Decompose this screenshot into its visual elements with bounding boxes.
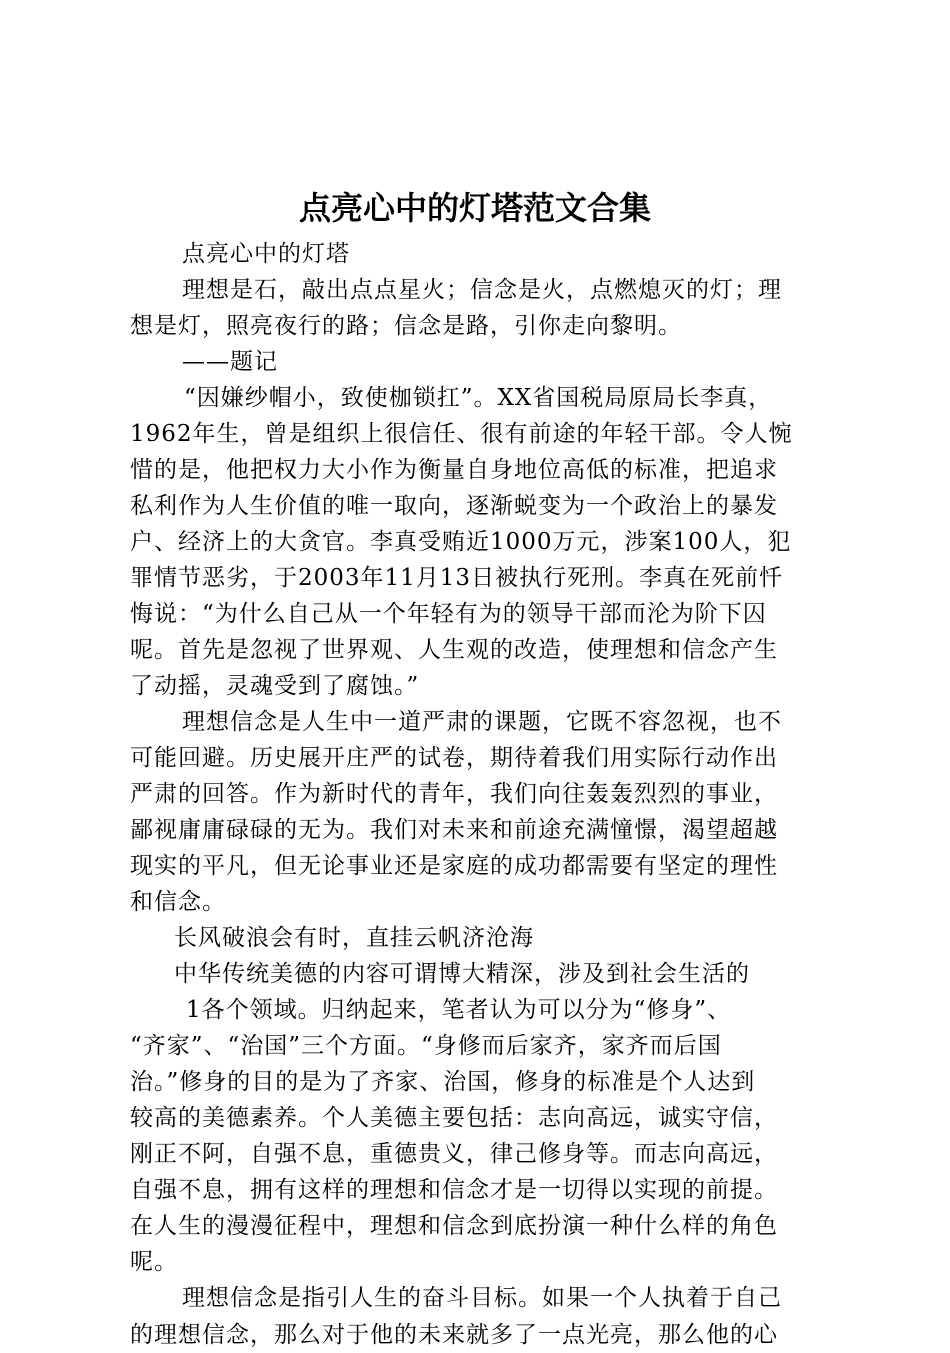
text-line: 现实的平凡，但无论事业还是家庭的成功都需要有坚定的理性 — [130, 853, 778, 879]
text-line: 呢。 — [130, 1249, 178, 1275]
text-line: 想是灯，照亮夜行的路；信念是路，引你走向黎明。 — [130, 313, 682, 339]
text-line: 了动摇，灵魂受到了腐蚀。” — [130, 673, 420, 699]
text-line: 可能回避。历史展开庄严的试卷，期待着我们用实际行动作出 — [130, 745, 778, 771]
text-line: 罪情节恶劣，于2003年11月13日被执行死刑。李真在死前忏 — [130, 565, 784, 591]
text-line: 理想信念是指引人生的奋斗目标。如果一个人执着于自己 — [182, 1285, 782, 1311]
text-line: 严肃的回答。作为新时代的青年，我们向往轰轰烈烈的事业， — [130, 781, 778, 807]
document-body — [130, 236, 832, 1353]
text-line: 的理想信念，那么对于他的未来就多了一点光亮，那么他的心 — [130, 1322, 778, 1348]
text-line: “因嫌纱帽小，致使枷锁扛”。XX省国税局原局长李真， — [184, 385, 773, 411]
text-line: 较高的美德素养。个人美德主要包括：志向高远，诚实守信， — [130, 1105, 778, 1131]
text-line: 1962年生，曾是组织上很信任、很有前途的年轻干部。令人惋 — [130, 421, 793, 447]
text-line: 治。”修身的目的是为了齐家、治国，修身的标准是个人达到 — [130, 1069, 756, 1095]
text-line: 和信念。 — [130, 889, 226, 915]
text-line: 自强不息，拥有这样的理想和信念才是一切得以实现的前提。 — [130, 1177, 778, 1203]
text-line: 鄙视庸庸碌碌的无为。我们对未来和前途充满憧憬，渴望超越 — [130, 817, 778, 843]
document-title: 点亮心中的灯塔范文合集 — [298, 189, 651, 227]
text-line: 刚正不阿，自强不息，重德贵义，律己修身等。而志向高远， — [130, 1141, 778, 1167]
text-line: 呢。首先是忽视了世界观、人生观的改造，使理想和信念产生 — [130, 637, 778, 663]
text-line: 1各个领域。归纳起来，笔者认为可以分为“修身”、 — [186, 997, 732, 1023]
text-line: 中华传统美德的内容可谓博大精深，涉及到社会生活的 — [174, 961, 750, 987]
subtitle-line: 点亮心中的灯塔 — [182, 241, 350, 267]
text-line: 理想信念是人生中一道严肃的课题，它既不容忽视，也不 — [182, 709, 782, 735]
text-line: 悔说：“为什么自己从一个年轻有为的领导干部而沦为阶下囚 — [130, 601, 767, 627]
text-line: 私利作为人生价值的唯一取向，逐渐蜕变为一个政治上的暴发 — [130, 493, 778, 519]
text-line: 惜的是，他把权力大小作为衡量自身地位高低的标准，把追求 — [130, 457, 778, 483]
text-line: “齐家”、“治国”三个方面。“身修而后家齐，家齐而后国 — [130, 1033, 722, 1059]
text-line: 户、经济上的大贪官。李真受贿近1000万元，涉案100人，犯 — [130, 529, 792, 555]
text-line: 在人生的漫漫征程中，理想和信念到底扮演一种什么样的角色 — [130, 1213, 778, 1239]
text-line: 理想是石，敲出点点星火；信念是火，点燃熄灭的灯；理 — [182, 277, 782, 303]
section-heading: 长风破浪会有时，直挂云帆济沧海 — [174, 925, 534, 951]
epigraph-attribution: ——题记 — [182, 349, 278, 375]
